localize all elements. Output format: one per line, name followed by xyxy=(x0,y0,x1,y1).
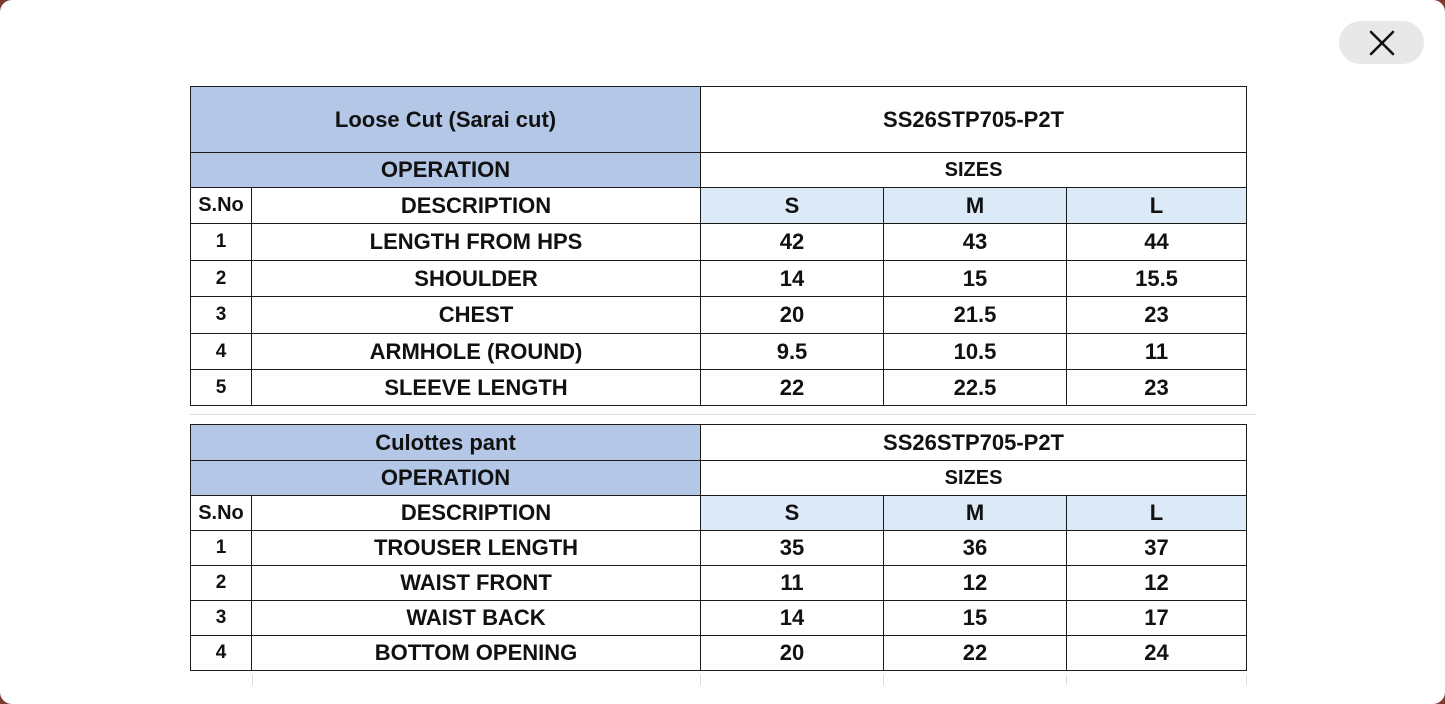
grid-line xyxy=(1246,675,1247,685)
row-size-s: 14 xyxy=(701,601,884,636)
row-size-l: 23 xyxy=(1067,370,1247,406)
row-description: SLEEVE LENGTH xyxy=(252,370,701,406)
table-row xyxy=(191,531,1247,566)
row-size-l: 17 xyxy=(1067,601,1247,636)
row-size-l: 37 xyxy=(1067,531,1247,566)
row-sno: 1 xyxy=(191,531,252,566)
size-header-l: L xyxy=(1067,188,1247,224)
row-size-m: 15 xyxy=(884,261,1067,297)
garment-title: Culottes pant xyxy=(191,425,701,461)
grid-line xyxy=(883,675,884,685)
close-button[interactable] xyxy=(1339,21,1424,64)
row-description: CHEST xyxy=(252,297,701,334)
operation-label: OPERATION xyxy=(191,461,701,496)
row-size-s: 20 xyxy=(701,297,884,334)
row-description: LENGTH FROM HPS xyxy=(252,224,701,261)
size-header-l: L xyxy=(1067,496,1247,531)
row-sno: 1 xyxy=(191,224,252,261)
style-code: SS26STP705-P2T xyxy=(701,87,1247,153)
row-sno: 3 xyxy=(191,297,252,334)
grid-line xyxy=(252,675,253,685)
grid-line xyxy=(190,414,1256,415)
sizes-label: SIZES xyxy=(701,153,1247,188)
garment-title: Loose Cut (Sarai cut) xyxy=(191,87,701,153)
row-size-s: 11 xyxy=(701,566,884,601)
close-icon xyxy=(1369,30,1395,56)
grid-line xyxy=(1066,675,1067,685)
row-size-l: 44 xyxy=(1067,224,1247,261)
table-row xyxy=(191,370,1247,406)
row-size-m: 36 xyxy=(884,531,1067,566)
row-sno: 2 xyxy=(191,566,252,601)
row-description: BOTTOM OPENING xyxy=(252,636,701,671)
size-header-m: M xyxy=(884,188,1067,224)
sno-header: S.No xyxy=(191,188,252,224)
spec-sheet-image xyxy=(190,85,1256,685)
row-size-l: 23 xyxy=(1067,297,1247,334)
size-header-s: S xyxy=(701,188,884,224)
row-sno: 3 xyxy=(191,601,252,636)
row-size-l: 12 xyxy=(1067,566,1247,601)
row-size-s: 14 xyxy=(701,261,884,297)
row-size-s: 42 xyxy=(701,224,884,261)
size-header-s: S xyxy=(701,496,884,531)
row-size-s: 35 xyxy=(701,531,884,566)
row-size-s: 9.5 xyxy=(701,334,884,370)
row-size-s: 22 xyxy=(701,370,884,406)
row-sno: 2 xyxy=(191,261,252,297)
row-sno: 5 xyxy=(191,370,252,406)
measurement-table-bottom xyxy=(190,424,1247,671)
sizes-label: SIZES xyxy=(701,461,1247,496)
grid-line xyxy=(700,675,701,685)
row-size-l: 11 xyxy=(1067,334,1247,370)
table-row xyxy=(191,566,1247,601)
row-description: WAIST BACK xyxy=(252,601,701,636)
table-row xyxy=(191,261,1247,297)
row-description: SHOULDER xyxy=(252,261,701,297)
row-size-l: 15.5 xyxy=(1067,261,1247,297)
row-sno: 4 xyxy=(191,636,252,671)
row-size-m: 43 xyxy=(884,224,1067,261)
row-sno: 4 xyxy=(191,334,252,370)
row-size-m: 22 xyxy=(884,636,1067,671)
style-code: SS26STP705-P2T xyxy=(701,425,1247,461)
description-header: DESCRIPTION xyxy=(252,496,701,531)
operation-label: OPERATION xyxy=(191,153,701,188)
sno-header: S.No xyxy=(191,496,252,531)
measurement-table-top xyxy=(190,86,1247,406)
table-row xyxy=(191,334,1247,370)
description-header: DESCRIPTION xyxy=(252,188,701,224)
row-size-s: 20 xyxy=(701,636,884,671)
row-size-m: 12 xyxy=(884,566,1067,601)
table-row xyxy=(191,636,1247,671)
table-row xyxy=(191,224,1247,261)
row-size-m: 10.5 xyxy=(884,334,1067,370)
row-description: ARMHOLE (ROUND) xyxy=(252,334,701,370)
size-header-m: M xyxy=(884,496,1067,531)
row-size-m: 21.5 xyxy=(884,297,1067,334)
row-size-m: 22.5 xyxy=(884,370,1067,406)
row-description: TROUSER LENGTH xyxy=(252,531,701,566)
row-size-m: 15 xyxy=(884,601,1067,636)
row-size-l: 24 xyxy=(1067,636,1247,671)
table-row xyxy=(191,601,1247,636)
table-row xyxy=(191,297,1247,334)
row-description: WAIST FRONT xyxy=(252,566,701,601)
